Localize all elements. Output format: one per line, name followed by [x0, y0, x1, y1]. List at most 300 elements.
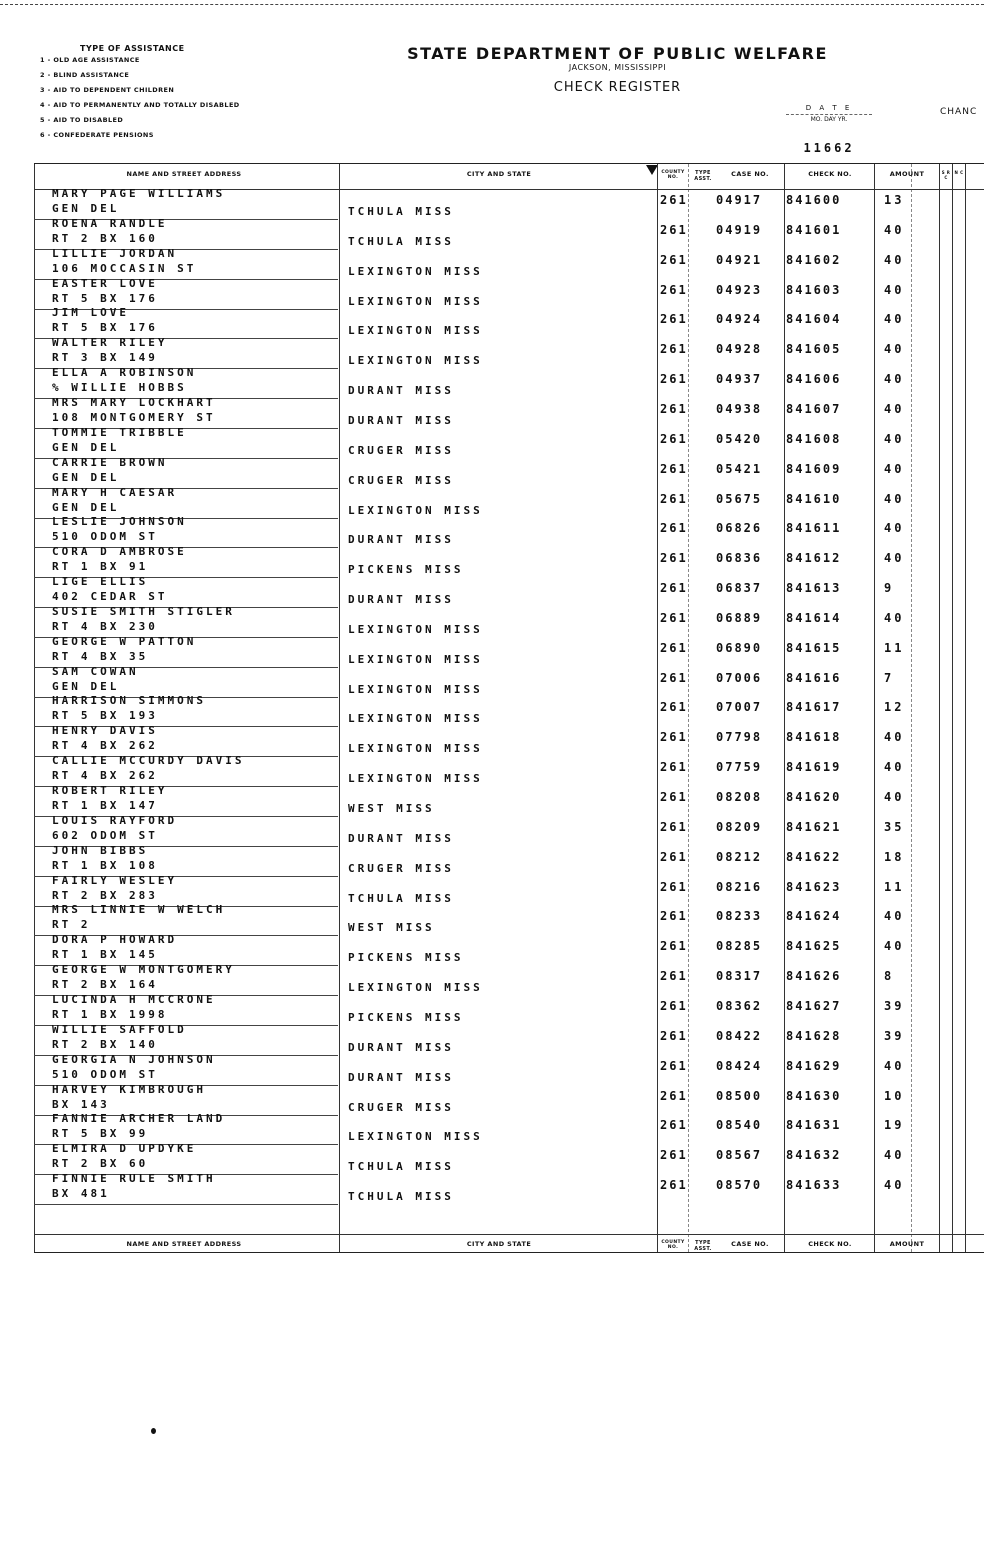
payee-city: DURANT MISS — [348, 384, 454, 398]
payee-city: LEXINGTON MISS — [348, 742, 483, 756]
table-row — [34, 336, 984, 369]
payee-name: MARY H CAESAR — [52, 485, 178, 499]
check-number: 841616 — [786, 670, 842, 685]
payee-address: RT 2 BX 283 — [52, 888, 158, 902]
check-amount: 40 — [884, 401, 905, 416]
case-number: 06889 — [716, 610, 763, 625]
check-number: 841630 — [786, 1088, 842, 1103]
payee-name: DORA P HOWARD — [52, 933, 178, 947]
payee-address: RT 4 BX 230 — [52, 619, 158, 633]
payee-city: DURANT MISS — [348, 413, 454, 427]
payee-address: GEN DEL — [52, 679, 120, 693]
case-number: 08422 — [716, 1028, 763, 1043]
payee-name: FINNIE RULE SMITH — [52, 1172, 216, 1186]
payee-city: WEST MISS — [348, 802, 435, 815]
case-number: 06826 — [716, 521, 763, 536]
payee-address: GEN DEL — [52, 202, 120, 215]
case-number: 04928 — [716, 342, 763, 357]
check-number: 841620 — [786, 790, 842, 804]
table-row — [34, 395, 984, 429]
payee-address: BX 143 — [52, 1097, 110, 1111]
footer-check: CHECK NO. — [808, 1240, 852, 1248]
payee-city: LEXINGTON MISS — [348, 772, 483, 786]
footer-rule — [34, 1234, 984, 1235]
county-number: 261 — [660, 581, 688, 596]
legend-item: 6 - CONFEDERATE PENSIONS — [40, 131, 154, 139]
header-city: CITY AND STATE — [466, 170, 532, 178]
case-number: 07007 — [716, 700, 763, 715]
check-amount: 40 — [884, 342, 905, 357]
check-number: 841621 — [786, 819, 842, 834]
footer-case: CASE NO. — [731, 1240, 769, 1248]
check-amount: 40 — [884, 790, 905, 804]
county-number: 261 — [660, 491, 688, 506]
payee-city: PICKENS MISS — [348, 1010, 464, 1024]
table-row — [34, 694, 984, 727]
check-amount: 12 — [884, 700, 905, 715]
check-amount: 40 — [884, 431, 905, 446]
check-amount: 40 — [884, 1178, 905, 1193]
case-number: 06836 — [716, 551, 763, 566]
check-number: 841609 — [786, 461, 842, 476]
payee-city: LEXINGTON MISS — [348, 294, 483, 308]
date-label: D A T E — [805, 104, 853, 112]
date-value: 11662 — [803, 141, 855, 155]
case-number: 04937 — [716, 372, 763, 387]
payee-address: RT 5 BX 176 — [52, 291, 158, 305]
payee-city: LEXINGTON MISS — [348, 354, 483, 368]
table-row — [34, 187, 984, 220]
check-amount: 40 — [884, 222, 905, 237]
table-row — [34, 933, 984, 966]
county-number: 261 — [660, 790, 688, 804]
check-number: 841626 — [786, 969, 842, 984]
payee-name: TOMMIE TRIBBLE — [52, 425, 187, 439]
check-number: 841611 — [786, 521, 842, 536]
payee-city: LEXINGTON MISS — [348, 712, 483, 726]
payee-address: RT 2 BX 140 — [52, 1037, 158, 1051]
county-number: 261 — [660, 819, 688, 834]
payee-address: RT 2 — [52, 918, 91, 932]
county-number: 261 — [660, 640, 688, 655]
check-amount: 8 — [884, 969, 895, 984]
payee-city: LEXINGTON MISS — [348, 622, 483, 636]
check-amount: 39 — [884, 1028, 905, 1043]
check-number: 841631 — [786, 1118, 842, 1133]
check-number: 841623 — [786, 879, 842, 894]
county-number: 261 — [660, 252, 688, 267]
footer-county: COUNTY NO. — [661, 1240, 685, 1250]
payee-city: DURANT MISS — [348, 533, 454, 547]
legend-title: TYPE OF ASSISTANCE — [80, 44, 185, 53]
payee-address: 510 ODOM ST — [52, 1067, 158, 1081]
check-amount: 40 — [884, 909, 905, 924]
payee-address: RT 5 BX 99 — [52, 1127, 149, 1141]
table-row — [34, 1172, 984, 1205]
payee-name: MRS LINNIE W WELCH — [52, 903, 226, 917]
county-number: 261 — [660, 312, 688, 327]
check-number: 841633 — [786, 1178, 842, 1193]
payee-name: CORA D AMBROSE — [52, 545, 187, 559]
table-row — [34, 545, 984, 578]
check-number: 841613 — [786, 581, 842, 596]
check-number: 841624 — [786, 909, 842, 924]
check-amount: 11 — [884, 640, 905, 655]
table-row — [34, 664, 984, 698]
payee-address: BX 481 — [52, 1187, 110, 1201]
payee-address: RT 2 BX 160 — [52, 231, 158, 245]
table-row — [34, 604, 984, 638]
table-row — [34, 1142, 984, 1175]
payee-name: LOUIS RAYFORD — [52, 813, 178, 827]
check-amount: 13 — [884, 193, 905, 207]
table-row — [34, 515, 984, 548]
check-number: 841606 — [786, 372, 842, 387]
county-number: 261 — [660, 222, 688, 237]
check-number: 841628 — [786, 1028, 842, 1043]
county-number: 261 — [660, 939, 688, 954]
payee-address: RT 4 BX 35 — [52, 649, 149, 663]
county-number: 261 — [660, 282, 688, 297]
check-number: 841607 — [786, 401, 842, 416]
payee-city: LEXINGTON MISS — [348, 324, 483, 338]
payee-city: DURANT MISS — [348, 831, 454, 845]
payee-city: CRUGER MISS — [348, 861, 454, 875]
payee-name: GEORGE W PATTON — [52, 634, 197, 648]
case-number: 08570 — [716, 1178, 763, 1193]
county-number: 261 — [660, 700, 688, 715]
payee-name: JIM LOVE — [52, 306, 129, 320]
county-number: 261 — [660, 1028, 688, 1043]
case-number: 07798 — [716, 730, 763, 745]
check-number: 841605 — [786, 342, 842, 357]
check-number: 841604 — [786, 312, 842, 327]
payee-address: GEN DEL — [52, 470, 120, 484]
payee-address: RT 1 BX 108 — [52, 858, 158, 872]
case-number: 08317 — [716, 969, 763, 984]
payee-name: SAM COWAN — [52, 664, 139, 678]
payee-city: PICKENS MISS — [348, 563, 464, 577]
county-number: 261 — [660, 193, 688, 207]
table-row — [34, 634, 984, 668]
table-row — [34, 485, 984, 519]
table-row — [34, 963, 984, 996]
table-row — [34, 366, 984, 399]
payee-name: LESLIE JOHNSON — [52, 515, 187, 529]
case-number: 07006 — [716, 670, 763, 685]
payee-name: MARY PAGE WILLIAMS — [52, 187, 226, 200]
check-amount: 40 — [884, 610, 905, 625]
check-number: 841618 — [786, 730, 842, 745]
header-s: S R C — [941, 170, 951, 180]
payee-city: TCHULA MISS — [348, 234, 454, 248]
legend-item: 5 - AID TO DISABLED — [40, 116, 124, 124]
top-dashed-border — [0, 4, 984, 5]
table-row — [34, 1022, 984, 1056]
payee-city: LEXINGTON MISS — [348, 981, 483, 995]
payee-address: 108 MONTGOMERY ST — [52, 410, 216, 424]
case-number: 08233 — [716, 909, 763, 924]
legend-item: 3 - AID TO DEPENDENT CHILDREN — [40, 86, 175, 94]
table-row — [34, 754, 984, 787]
form-title: CHECK REGISTER — [553, 80, 682, 95]
check-number: 841603 — [786, 282, 842, 297]
footer-amount: AMOUNT — [889, 1240, 925, 1248]
table-row — [34, 455, 984, 489]
payee-city: CRUGER MISS — [348, 443, 454, 457]
payee-city: DURANT MISS — [348, 1040, 454, 1054]
payee-name: ELMIRA D UPDYKE — [52, 1142, 197, 1156]
check-number: 841602 — [786, 252, 842, 267]
payee-name: CARRIE BROWN — [52, 455, 168, 469]
county-number: 261 — [660, 610, 688, 625]
payee-name: GEORGE W MONTGOMERY — [52, 963, 235, 977]
county-number: 261 — [660, 461, 688, 476]
payee-name: LILLIE JORDAN — [52, 246, 178, 260]
department-title: STATE DEPARTMENT OF PUBLIC WELFARE — [407, 44, 828, 63]
payee-name: JOHN BIBBS — [52, 843, 149, 857]
county-number: 261 — [660, 521, 688, 536]
payee-name: WALTER RILEY — [52, 336, 168, 350]
county-number: 261 — [660, 760, 688, 775]
county-number: 261 — [660, 1088, 688, 1103]
payee-name: GEORGIA N JOHNSON — [52, 1052, 216, 1066]
table-row — [34, 724, 984, 757]
check-amount: 35 — [884, 819, 905, 834]
check-amount: 40 — [884, 461, 905, 476]
case-number: 05675 — [716, 491, 763, 506]
footer-city: CITY AND STATE — [466, 1240, 532, 1248]
county-number: 261 — [660, 551, 688, 566]
payee-city: WEST MISS — [348, 921, 435, 935]
payee-city: TCHULA MISS — [348, 1160, 454, 1174]
header-case: CASE NO. — [731, 170, 769, 178]
payee-city: CRUGER MISS — [348, 473, 454, 487]
payee-address: 602 ODOM ST — [52, 828, 158, 842]
payee-city: PICKENS MISS — [348, 951, 464, 965]
payee-name: FANNIE ARCHER LAND — [52, 1112, 226, 1126]
payee-city: LEXINGTON MISS — [348, 1130, 483, 1144]
payee-city: LEXINGTON MISS — [348, 264, 483, 278]
table-row — [34, 784, 984, 817]
chancery-label-cut: CHANC — [940, 107, 978, 117]
check-number: 841614 — [786, 610, 842, 625]
header-check: CHECK NO. — [808, 170, 852, 178]
county-number: 261 — [660, 998, 688, 1013]
header-n: N C — [954, 170, 964, 175]
table-row — [34, 903, 984, 936]
check-amount: 40 — [884, 491, 905, 506]
header-county: COUNTY NO. — [661, 170, 685, 180]
case-number: 08567 — [716, 1148, 763, 1163]
payee-name: ROBERT RILEY — [52, 784, 168, 797]
case-number: 08424 — [716, 1058, 763, 1073]
check-amount: 9 — [884, 581, 895, 596]
check-amount: 40 — [884, 372, 905, 387]
county-number: 261 — [660, 342, 688, 357]
check-number: 841619 — [786, 760, 842, 775]
table-row — [34, 1112, 984, 1145]
payee-city: TCHULA MISS — [348, 1190, 454, 1204]
payee-address: RT 1 BX 147 — [52, 799, 158, 812]
check-number: 841615 — [786, 640, 842, 655]
payee-address: 510 ODOM ST — [52, 530, 158, 544]
county-number: 261 — [660, 670, 688, 685]
county-number: 261 — [660, 1178, 688, 1193]
payee-name: SUSIE SMITH STIGLER — [52, 604, 235, 618]
payee-name: LIGE ELLIS — [52, 575, 149, 589]
payee-city: DURANT MISS — [348, 1070, 454, 1084]
county-number: 261 — [660, 1118, 688, 1133]
payee-name: WILLIE SAFFOLD — [52, 1022, 187, 1036]
check-amount: 11 — [884, 879, 905, 894]
table-row — [34, 246, 984, 280]
county-number: 261 — [660, 1058, 688, 1073]
payee-address: RT 2 BX 60 — [52, 1157, 149, 1171]
table-row — [34, 425, 984, 459]
footer-name: NAME AND STREET ADDRESS — [126, 1240, 242, 1248]
left-margin-marks — [0, 60, 22, 1560]
county-number: 261 — [660, 372, 688, 387]
check-number: 841610 — [786, 491, 842, 506]
ink-dot — [151, 1428, 156, 1434]
table-row — [34, 1082, 984, 1116]
header-type: TYPE ASST. — [694, 170, 712, 182]
date-box — [786, 104, 872, 162]
county-number: 261 — [660, 401, 688, 416]
payee-name: ROENA RANDLE — [52, 216, 168, 230]
payee-city: TCHULA MISS — [348, 205, 454, 218]
case-number: 04938 — [716, 401, 763, 416]
table-row — [34, 1052, 984, 1086]
case-number: 08362 — [716, 998, 763, 1013]
case-number: 04924 — [716, 312, 763, 327]
check-register-table — [34, 163, 984, 1253]
check-number: 841625 — [786, 939, 842, 954]
legend-item: 1 - OLD AGE ASSISTANCE — [40, 56, 140, 64]
check-amount: 18 — [884, 849, 905, 864]
payee-address: RT 5 BX 176 — [52, 321, 158, 335]
payee-address: GEN DEL — [52, 440, 120, 454]
table-row — [34, 813, 984, 847]
table-row — [34, 216, 984, 250]
legend-item: 2 - BLIND ASSISTANCE — [40, 71, 130, 79]
payee-name: HARRISON SIMMONS — [52, 694, 206, 708]
county-number: 261 — [660, 909, 688, 924]
payee-city: CRUGER MISS — [348, 1100, 454, 1114]
case-number: 08285 — [716, 939, 763, 954]
header-amount: AMOUNT — [889, 170, 925, 178]
county-number: 261 — [660, 1148, 688, 1163]
case-number: 08208 — [716, 790, 763, 804]
case-number: 06890 — [716, 640, 763, 655]
payee-city: LEXINGTON MISS — [348, 682, 483, 696]
check-amount: 40 — [884, 1058, 905, 1073]
payee-address: RT 1 BX 1998 — [52, 1007, 168, 1021]
check-amount: 40 — [884, 760, 905, 775]
check-amount: 40 — [884, 939, 905, 954]
table-row — [34, 575, 984, 608]
legend-item: 4 - AID TO PERMANENTLY AND TOTALLY DISABLED — [40, 101, 240, 109]
county-number: 261 — [660, 849, 688, 864]
payee-city: DURANT MISS — [348, 593, 454, 607]
check-amount: 40 — [884, 312, 905, 327]
header-name: NAME AND STREET ADDRESS — [126, 170, 242, 178]
case-number: 08212 — [716, 849, 763, 864]
county-number: 261 — [660, 730, 688, 745]
footer-type: TYPE ASST. — [694, 1240, 712, 1252]
check-number: 841600 — [786, 193, 842, 207]
payee-address: RT 1 BX 91 — [52, 560, 149, 574]
payee-name: LUCINDA H MCCRONE — [52, 992, 216, 1006]
county-number: 261 — [660, 431, 688, 446]
payee-name: ELLA A ROBINSON — [52, 366, 197, 380]
assistance-type-legend — [40, 44, 340, 143]
payee-name: CALLIE MCCURDY DAVIS — [52, 754, 245, 768]
table-row — [34, 873, 984, 907]
check-amount: 40 — [884, 551, 905, 566]
department-location: JACKSON, MISSISSIPPI — [568, 63, 667, 72]
payee-address: RT 1 BX 145 — [52, 948, 158, 962]
check-amount: 40 — [884, 521, 905, 536]
case-number: 04923 — [716, 282, 763, 297]
payee-address: GEN DEL — [52, 500, 120, 514]
check-amount: 40 — [884, 252, 905, 267]
check-number: 841627 — [786, 998, 842, 1013]
row-divider — [34, 1204, 338, 1205]
case-number: 08540 — [716, 1118, 763, 1133]
payee-name: EASTER LOVE — [52, 276, 158, 290]
payee-name: HARVEY KIMBROUGH — [52, 1082, 206, 1096]
check-number: 841608 — [786, 431, 842, 446]
table-row — [34, 276, 984, 310]
case-number: 05421 — [716, 461, 763, 476]
payee-address: % WILLIE HOBBS — [52, 381, 187, 395]
payee-address: RT 3 BX 149 — [52, 351, 158, 365]
check-amount: 39 — [884, 998, 905, 1013]
case-number: 04921 — [716, 252, 763, 267]
check-amount: 7 — [884, 670, 895, 685]
payee-city: LEXINGTON MISS — [348, 652, 483, 666]
payee-city: TCHULA MISS — [348, 891, 454, 905]
payee-address: RT 2 BX 164 — [52, 978, 158, 992]
case-number: 05420 — [716, 431, 763, 446]
document-header — [380, 44, 855, 95]
case-number: 07759 — [716, 760, 763, 775]
check-number: 841617 — [786, 700, 842, 715]
check-number: 841632 — [786, 1148, 842, 1163]
date-sublabel: MO. DAY YR. — [786, 114, 872, 123]
payee-address: 402 CEDAR ST — [52, 590, 168, 604]
check-number: 841622 — [786, 849, 842, 864]
payee-city: LEXINGTON MISS — [348, 503, 483, 517]
table-row — [34, 992, 984, 1026]
payee-address: RT 4 BX 262 — [52, 739, 158, 753]
county-number: 261 — [660, 969, 688, 984]
case-number: 06837 — [716, 581, 763, 596]
check-amount: 10 — [884, 1088, 905, 1103]
county-number: 261 — [660, 879, 688, 894]
case-number: 08216 — [716, 879, 763, 894]
check-amount: 40 — [884, 730, 905, 745]
check-number: 841612 — [786, 551, 842, 566]
check-number: 841629 — [786, 1058, 842, 1073]
check-amount: 19 — [884, 1118, 905, 1133]
payee-name: HENRY DAVIS — [52, 724, 158, 738]
table-row — [34, 843, 984, 877]
payee-address: RT 5 BX 193 — [52, 709, 158, 723]
table-row — [34, 306, 984, 339]
